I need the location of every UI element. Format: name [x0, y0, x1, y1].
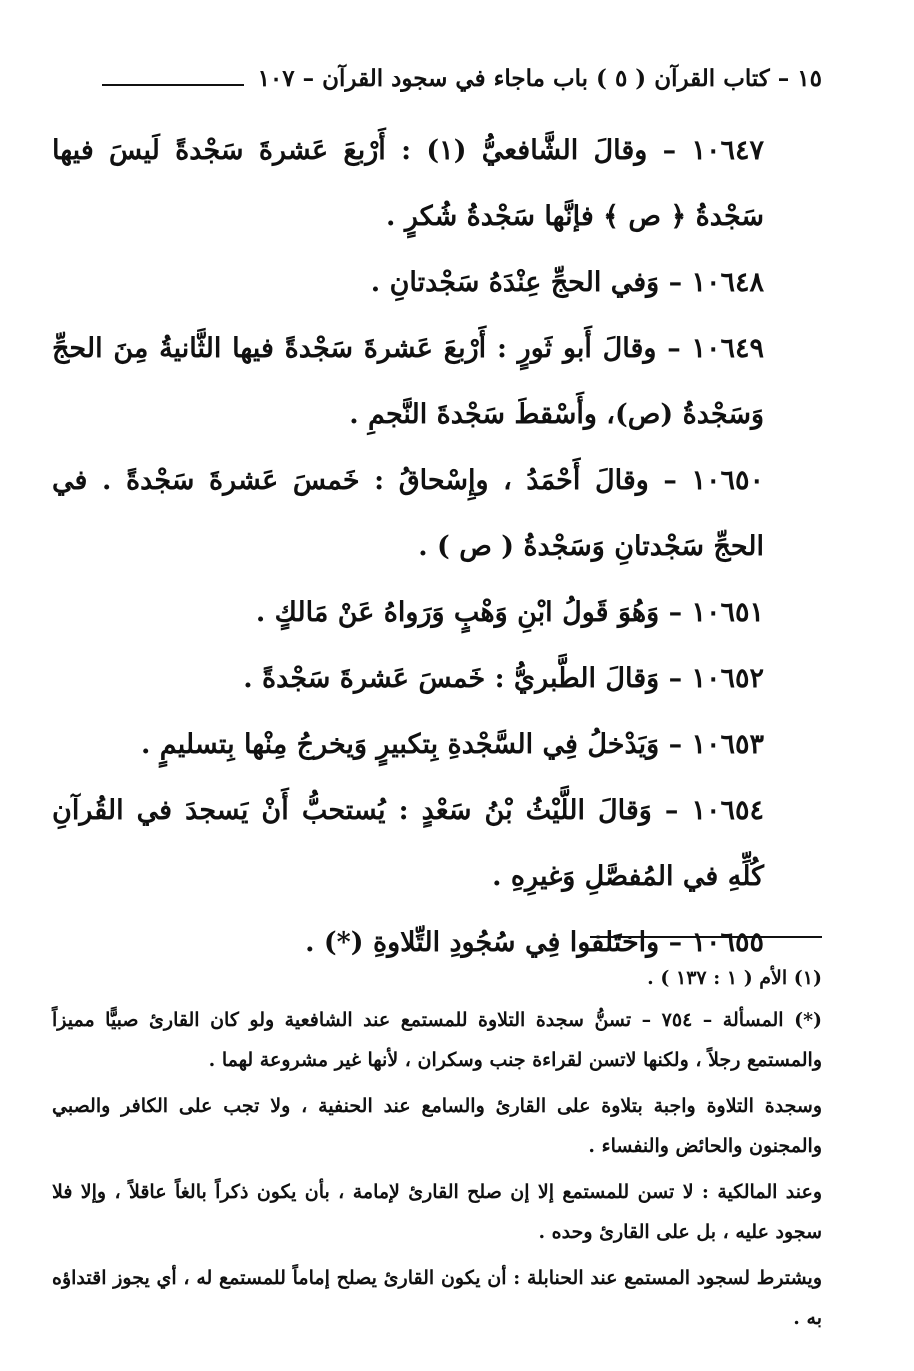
- paragraph-10648: ١٠٦٤٨ – وَفي الحجِّ عِنْدَهُ سَجْدتانِ .: [370, 267, 764, 298]
- paragraph-10651: ١٠٦٥١ – وَهُوَ قَولُ ابْنِ وَهْبٍ وَرَواهُ عَنْ مَالكٍ .: [255, 597, 764, 628]
- paragraph-10647: ١٠٦٤٧ – وقالَ الشَّافعيُّ (١) : أَرْبعَ عَشرةَ سَجْدةً لَيسَ فيها سَجْدةُ ﴿ ص ﴾ فإنَّها سَجْدةُ شُكرٍ .: [52, 135, 764, 232]
- main-text: [52, 118, 822, 976]
- footnote-1: (١) الأم ( ١ : ١٣٧ ) .: [647, 967, 822, 989]
- footnote-divider: [590, 936, 822, 938]
- running-header: [102, 58, 822, 98]
- paragraph-10652: ١٠٦٥٢ – وَقالَ الطَّبريُّ : خَمسَ عَشرةَ سَجْدةً .: [243, 663, 764, 694]
- paragraph-10649: ١٠٦٤٩ – وقالَ أَبو ثَورٍ : أَرْبعَ عَشرةَ سَجْدةً فيها الثَّانيةُ مِنَ الحجِّ وَسَجْدةُ (ص)، وأَسْقطَ سَجْدةَ النَّجمِ .: [52, 333, 764, 430]
- footnotes: [52, 958, 822, 1344]
- paragraph-10650: ١٠٦٥٠ – وقالَ أَحْمَدُ ، وإِسْحاقُ : خَمسَ عَشرةَ سَجْدةً . في الحجِّ سَجْدتانِ وَسَجْدةُ ( ص ) .: [52, 465, 764, 562]
- paragraph-10655: ١٠٦٥٥ – واختَلفوا فِي سُجُودِ التِّلاوةِ (*) .: [305, 927, 764, 958]
- paragraph-10654: ١٠٦٥٤ – وَقالَ اللَّيْثُ بْنُ سَعْدٍ : يُستحبُّ أَنْ يَسجدَ في القُرآنِ كُلِّهِ في المُفصَّلِ وَغيرِهِ .: [52, 795, 764, 892]
- footnote-issue-754: (*) المسألة – ٧٥٤ – تسنُّ سجدة التلاوة للمستمع عند الشافعية ولو كان القارئ صبيًّا مميزاً والمستمع رجلاً ، ولكنها لاتسن لقراءة جنب وسكران ، لأنها غير مشروعة لهما .: [52, 1009, 823, 1071]
- footnote-hanafi: وسجدة التلاوة واجبة بتلاوة على القارئ والسامع عند الحنفية ، ولا تجب على الكافر والصبي والمجنون والحائض والنفساء .: [52, 1095, 822, 1157]
- footnote-hanbali: ويشترط لسجود المستمع عند الحنابلة : أن يكون القارئ يصلح إماماً للمستمع له ، أي يجوز اقتداؤه به .: [52, 1267, 822, 1329]
- header-title: ١٥ – كتاب القرآن ( ٥ ) باب ماجاء في سجود القرآن – ١٠٧: [257, 64, 822, 92]
- header-rule: [102, 84, 244, 86]
- footnote-maliki: وعند المالكية : لا تسن للمستمع إلا إن صلح القارئ لإمامة ، بأن يكون ذكراً بالغاً عاقلاً ، وإلا فلا سجود عليه ، بل على القارئ وحده .: [52, 1181, 822, 1243]
- paragraph-10653: ١٠٦٥٣ – وَيَدْخلُ فِي السَّجْدةِ بِتكبيرٍ وَيخرجُ مِنْها بِتسليمٍ .: [140, 729, 764, 760]
